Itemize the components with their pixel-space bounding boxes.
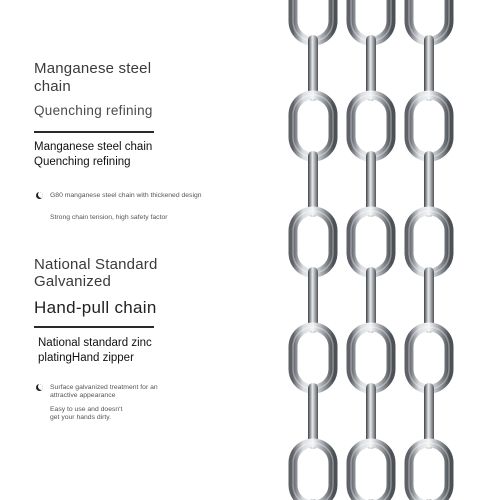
chain-link-front — [293, 327, 333, 389]
block2-line2: platingHand zipper — [38, 352, 134, 364]
block1-title: Manganese steel chain — [34, 60, 152, 95]
chain-link-front — [293, 0, 333, 41]
block1-note1: G80 manganese steel chain with thickened design — [50, 192, 202, 199]
chain-link-front — [351, 327, 391, 389]
chain-link-front — [351, 211, 391, 273]
block1-subtitle: Quenching refining — [34, 103, 153, 118]
block1-line2: Quenching refining — [34, 156, 131, 168]
block2-note1-line1: Surface galvanized treatment for an — [50, 384, 158, 391]
block2-title-line1: National Standard — [34, 256, 158, 273]
chain-link-front — [351, 95, 391, 157]
chain-link-front — [409, 327, 449, 389]
chain-image — [270, 0, 500, 500]
chain-link-front — [351, 0, 391, 41]
chain-link-front — [409, 211, 449, 273]
chain-link-front — [351, 443, 391, 500]
block2-title-line2: Galvanized — [34, 273, 112, 290]
crescent-bullet-icon — [36, 384, 43, 391]
chain-link-front — [293, 211, 333, 273]
chain-link-front — [409, 0, 449, 41]
chain-link-front — [293, 443, 333, 500]
block2-divider — [34, 326, 154, 328]
chain-link-front — [409, 95, 449, 157]
block2-note1-line2: attractive appearance — [50, 392, 116, 399]
block2-line1: National standard zinc — [38, 337, 152, 349]
block1-divider — [34, 131, 154, 133]
chain-link-front — [293, 95, 333, 157]
block2-note2-line2: get your hands dirty. — [50, 414, 112, 421]
block2-note2-line1: Easy to use and doesn't — [50, 406, 123, 413]
block1-note2: Strong chain tension, high safety factor — [50, 214, 168, 221]
block1-line1: Manganese steel chain — [34, 141, 153, 153]
crescent-bullet-icon — [36, 192, 43, 199]
block2-subtitle: Hand-pull chain — [34, 298, 157, 317]
chain-link-front — [409, 443, 449, 500]
